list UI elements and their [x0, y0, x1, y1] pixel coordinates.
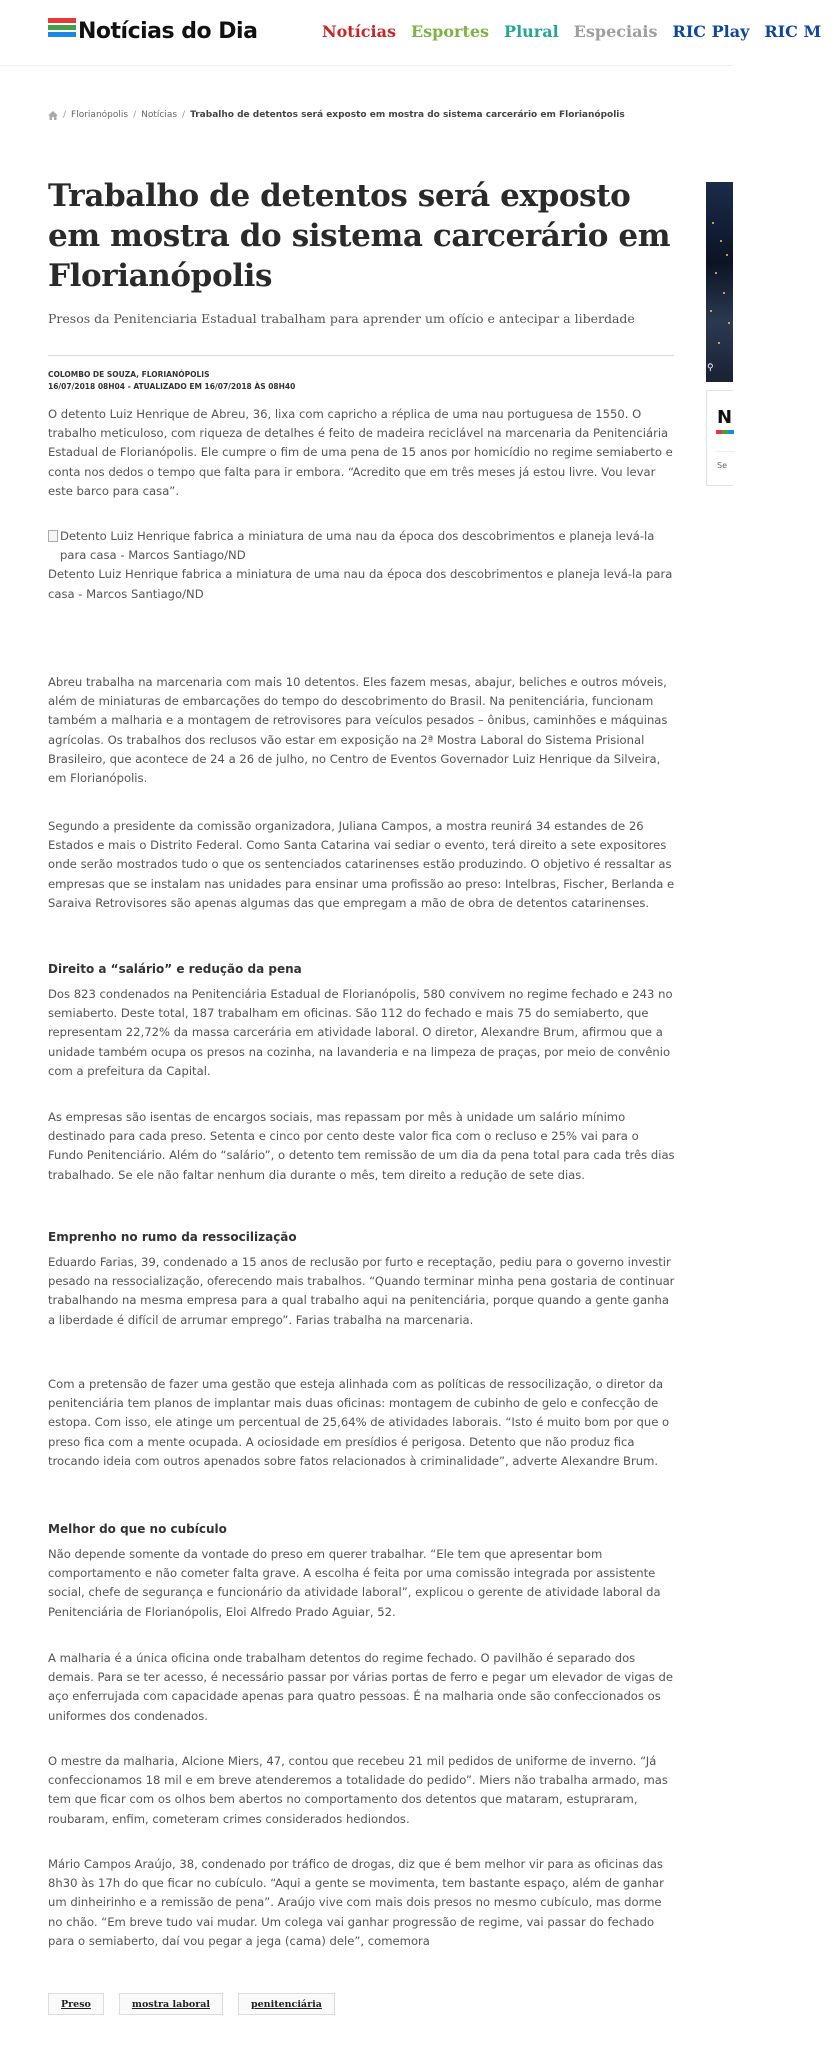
breadcrumb-florianopolis[interactable]: Florianópolis [71, 110, 129, 120]
logo-text: Notícias do Dia [78, 18, 258, 44]
nav-ric-play[interactable]: RIC Play [672, 22, 750, 41]
site-logo[interactable] [48, 18, 257, 44]
byline [48, 369, 295, 393]
main-nav [322, 22, 836, 41]
breadcrumb-current: Trabalho de detentos será exposto em mostra do sistema carcerário em Florianópolis [190, 110, 625, 120]
article-image [48, 527, 676, 565]
paragraph: O mestre da malharia, Alcione Miers, 47, contou que recebeu 21 mil pedidos de uniforme de inverno. “Já confeccionamos 18 mil e em breve atenderemos a totalidade do pedido”. Miers não trabalha armado, mas tem que ficar com os olhos bem abertos no comportamento dos detentos que mataram, estupraram, roubaram, enfim, cometeram crimes considerados hediondos. [48, 1754, 668, 1826]
breadcrumb: / Florianópolis / Notícias / Trabalho de detentos será exposto em mostra do sistema carcerário em Florianópolis [48, 110, 625, 120]
sidebar-card[interactable] [706, 390, 733, 486]
home-icon[interactable] [48, 111, 58, 120]
breadcrumb-noticias[interactable]: Notícias [141, 110, 178, 120]
article-title: Trabalho de detentos será exposto em mostra do sistema carcerário em Florianópolis [48, 178, 671, 294]
nav-noticias[interactable]: Notícias [322, 22, 396, 41]
broken-image-icon [48, 530, 58, 542]
image-alt-text: Detento Luiz Henrique fabrica a miniatura de uma nau da época dos descobrimentos e planeja levá-la para casa - Marcos Santiago/ND [60, 529, 655, 563]
tag-list [48, 1993, 335, 2015]
section-heading: Direito a “salário” e redução da pena [48, 962, 302, 976]
tag-mostra-laboral[interactable]: mostra laboral [119, 1993, 223, 2015]
article-subtitle: Presos da Penitenciaria Estadual trabalham para aprender um ofício e antecipar a liberdade [48, 311, 635, 326]
paragraph: Dos 823 condenados na Penitenciária Estadual de Florianópolis, 580 convivem no regime fechado e 243 no semiaberto. Deste total, 187 trabalham em oficinas. São 112 do fechado e mais 75 do semiaberto, que representam 22,72% da massa carcerária em atividade laboral. O diretor, Alexandre Brum, afirmou que a unidade também ocupa os presos na cozinha, na lavanderia e na limpeza de praças, por meio de convênio com a prefeitura da Capital. [48, 987, 673, 1078]
paragraph: Abreu trabalha na marcenaria com mais 10 detentos. Eles fazem mesas, abajur, beliches e outros móveis, além de miniaturas de embarcações do tempo do descobrimento do Brasil. Na penitenciária, funcionam também a malharia e a montagem de retrovisores para veículos pesados – ônibus, caminhões e máquinas agrícolas. Os trabalhos dos reclusos vão estar em exposição na 2ª Mostra Laboral do Sistema Prisional Brasileiro, que acontece de 24 a 26 de julho, no Centro de Eventos Governador Luiz Henrique da Silveira, em Florianópolis. [48, 675, 668, 786]
tag-preso[interactable]: Preso [48, 1993, 104, 2015]
paragraph: Com a pretensão de fazer uma gestão que esteja alinhada com as políticas de ressocilização, o diretor da penitenciária tem planos de implantar mais duas oficinas: montagem de cubinho de gelo e confecção de estopa. Com isso, ele atinge um percentual de 25,64% de atividades laborais. “Isto é muito bom por que o preso fica com a mente ocupada. A ociosidade em presídios é perigosa. Detento que não produz fica trocando ideia com outros apenados sobre fatos relacionados à criminalidade”, adverte Alexandre Brum. [48, 1377, 670, 1468]
sidebar-search-text[interactable]: Se [717, 461, 727, 470]
sidebar-city-image[interactable] [706, 182, 733, 382]
paragraph: A malharia é a única oficina onde trabalham detentos do regime fechado. O pavilhão é separado dos demais. Para se ter acesso, é necessário passar por várias portas de ferro e pegar um elevador de vigas de aço enferrujada com capacidade apenas para quatro pessoas. É na malharia onde são confeccionados os uniformes dos condenados. [48, 1651, 674, 1723]
paragraph: As empresas são isentas de encargos sociais, mas repassam por mês à unidade um salário mínimo destinado para cada preso. Setenta e cinco por cento deste valor fica com o recluso e 25% vai para o Fundo Penitenciário. Além do “salário”, o detento tem remissão de um dia da pena total para cada três dias trabalhado. Se ele não faltar nenhum dia durante o mês, tem direito a redução de sete dias. [48, 1110, 675, 1182]
paragraph: O detento Luiz Henrique de Abreu, 36, lixa com capricho a réplica de uma nau portuguesa de 1550. O trabalho meticuloso, com riqueza de detalhes é feito de madeira reciclável na marcenaria da Penitenciária Estadual de Florianópolis. Ele cumpre o fim de uma pena de 15 anos por homicídio no regime semiaberto e conta nos dedos o tempo que falta para ir embora. “Acredito que em três meses já estou livre. Vou levar este barco para casa”. [48, 407, 673, 498]
nav-especiais[interactable]: Especiais [573, 22, 658, 41]
nav-plural[interactable]: Plural [504, 22, 559, 41]
image-caption: Detento Luiz Henrique fabrica a miniatura de uma nau da época dos descobrimentos e planeja levá-la para casa - Marcos Santiago/ND [48, 567, 673, 601]
divider [48, 355, 674, 356]
nav-esportes[interactable]: Esportes [410, 22, 490, 41]
section-heading: Melhor do que no cubículo [48, 1522, 227, 1536]
logo-stripes-icon [48, 18, 76, 44]
nav-ric-m[interactable]: RIC M [764, 22, 822, 41]
mini-logo: N [717, 407, 733, 428]
site-header [0, 0, 822, 66]
paragraph: Eduardo Farias, 39, condenado a 15 anos de reclusão por furto e receptação, pediu para o governo investir pesado na ressocialização, oferecendo mais trabalhos. “Quando terminar minha pena gostaria de continuar trabalhando na mesma empresa para a qual trabalho aqui na penitenciária, porque quando a gente ganha a liberdade é difícil de arrumar emprego”. Farias trabalha na marcenaria. [48, 1255, 675, 1327]
author: COLOMBO DE SOUZA, FLORIANÓPOLIS [48, 370, 210, 379]
publish-dates: 16/07/2018 08H04 - ATUALIZADO EM 16/07/2018 ÀS 08H40 [48, 382, 296, 391]
paragraph: Mário Campos Araújo, 38, condenado por tráfico de drogas, diz que é bem melhor vir para as oficinas das 8h30 às 17h do que ficar no cubículo. “Aqui a gente se movimenta, tem bastante espaço, além de ganhar um dinheirinho e a remissão de pena”. Araújo vive com mais dois presos no mesmo cubículo, mas dorme no chão. “Em breve tudo vai mudar. Um colega vai ganhar progressão de regime, vai passar do fechado para o semiaberto, daí vou pegar a jega (cama) dele”, comemora [48, 1857, 664, 1948]
divider [716, 451, 734, 452]
tag-penitenciaria[interactable]: penitenciária [238, 1993, 335, 2015]
mini-logo-stripes [716, 430, 734, 434]
section-heading: Emprenho no rumo da ressocilização [48, 1230, 297, 1244]
map-pin-icon: ⚲ [707, 363, 714, 373]
paragraph: Segundo a presidente da comissão organizadora, Juliana Campos, a mostra reunirá 34 estandes de 26 Estados e mais o Distrito Federal. Como Santa Catarina vai sediar o evento, terá direito a sete expositores onde serão mostrados tudo o que os sentenciados catarinenses estão produzindo. O objetivo é ressaltar as empresas que se instalam nas unidades para ensinar uma profissão ao preso: Intelbras, Fischer, Berlanda e Saraiva Retrovisores são apenas algumas das que empregam a mão de obra de detentos catarinenses. [48, 819, 675, 910]
paragraph: Não depende somente da vontade do preso em querer trabalhar. “Ele tem que apresentar bom comportamento e não cometer falta grave. A escolha é feita por uma comissão integrada por assistente social, chefe de segurança e funcionário da atividade laboral”, explicou o gerente de atividade laboral da Penitenciária de Florianópolis, Eloi Alfredo Prado Aguiar, 52. [48, 1547, 661, 1619]
